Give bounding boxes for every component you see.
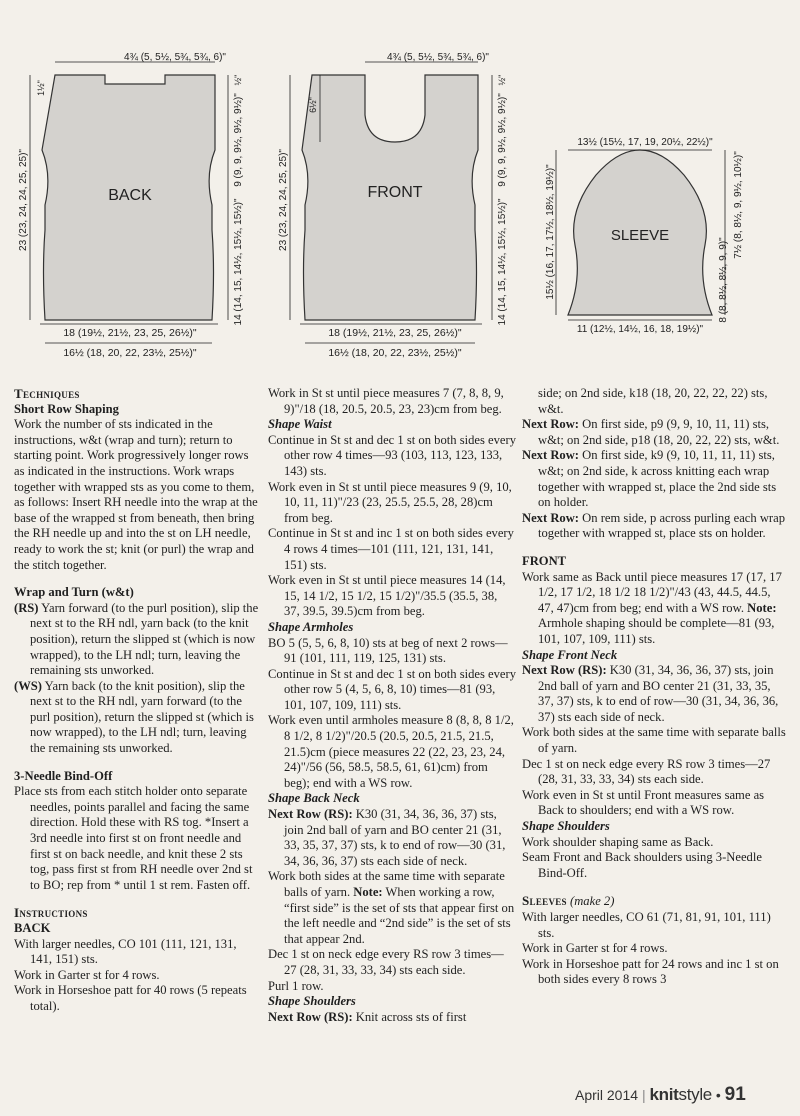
wrap-turn-heading: Wrap and Turn (w&t) [14, 585, 134, 600]
purl-row: Purl 1 row. [268, 978, 324, 993]
front-both-sides: Work both sides at the same time with separate balls of yarn. [522, 725, 786, 756]
armhole-even: Work even until armholes measure 8 (8, 8, 8 1/2, 8 1/2, 8 1/2)"/20.5 (20.5, 20.5, 21.5, 21.5, 21.5)cm (piece measures 22 (22, 23, 23, 24, 24)"/56 (56, 58.5, 58.5, 61, 61)cm) from beg); end with a WS row. [268, 713, 514, 790]
shape-back-neck-heading: Shape Back Neck [268, 791, 360, 806]
back-armhole-depth: 9 (9, 9, 9½, 9½, 9½)" [233, 93, 244, 187]
sleeve-label: SLEEVE [610, 227, 670, 244]
shape-waist-heading: Shape Waist [268, 417, 332, 432]
sleeve-cast-on: With larger needles, CO 61 (71, 81, 91, 101, 111) sts. [522, 910, 771, 940]
back-horseshoe: Work in Horseshoe patt for 40 rows (5 repeats total). [14, 983, 247, 1013]
back-label: BACK [108, 187, 152, 204]
front-heading: FRONT [522, 553, 567, 568]
shoulder-cont: side; on 2nd side, k18 (18, 20, 22, 22, 22) sts, w&t. [538, 386, 768, 416]
back-heading: BACK [14, 921, 51, 935]
back-waist-width: 16½ (18, 20, 22, 23½, 25½)" [63, 347, 197, 359]
front-shoulders-heading: Shape Shoulders [522, 819, 610, 834]
techniques-heading: Techniques [14, 386, 80, 401]
next-row-2-text: On first side, k9 (9, 10, 11, 11, 11) sts, w&t; on 2nd side, k across knitting each wrap together with wrapped st, place the 2nd side sts on holder. [538, 448, 777, 510]
wrap-turn-rs-label: (RS) [14, 600, 39, 615]
shoulders-row-label: Next Row (RS): [268, 1009, 353, 1024]
front-same-as-back [522, 570, 788, 648]
footer-bullet: • [715, 1087, 721, 1103]
sleeve-upper-width: 13½ (15½, 17, 19, 20½, 22½)" [577, 137, 713, 148]
waist-even: Work even in St st until piece measures 9 (9, 10, 10, 11, 11)"/23 (23, 25.5, 25.5, 28, 28)cm from beg. [268, 479, 512, 525]
page-number: 91 [724, 1084, 746, 1105]
front-note-rest: Armhole shaping should be complete—81 (93, 101, 107, 109, 111) sts. [538, 616, 775, 646]
shoulders-row [268, 1010, 516, 1026]
next-row-1-label: Next Row: [522, 417, 580, 432]
waist-dec: Continue in St st and dec 1 st on both sides every other row 4 times—93 (103, 113, 123, 133, 143) sts. [268, 432, 517, 478]
column-middle [268, 386, 516, 1025]
back-garter: Work in Garter st for 4 rows. [14, 967, 160, 982]
sleeve-garter: Work in Garter st for 4 rows. [522, 941, 668, 956]
front-armhole-depth: 9 (9, 9, 9½, 9½, 9½)" [497, 93, 508, 187]
wrap-turn-ws [14, 679, 260, 757]
back-total-length: 23 (23, 24, 24, 25, 25)" [18, 149, 29, 251]
column-left [14, 386, 260, 1015]
back-schematic [18, 52, 244, 359]
stst-length: Work in St st until piece measures 7 (7, 8, 8, 9, 9)"/18 (18, 20.5, 20.5, 23, 23)cm from beg. [268, 386, 504, 416]
sleeve-schematic [545, 137, 744, 335]
brand-logo [649, 1085, 712, 1104]
back-neck-row-label: Next Row (RS): [268, 807, 353, 822]
front-even: Work even in St st until Front measures same as Back to shoulders; end with a WS row. [522, 787, 765, 818]
sleeves-make: (make 2) [570, 894, 615, 909]
next-row-2 [522, 448, 788, 510]
back-side-length: 14 (14, 15, 14½, 15½, 15½)" [233, 198, 244, 326]
sleeve-cuff-length: 8 (8, 8½, 8½, 9, 9)" [718, 237, 729, 323]
next-row-1 [522, 417, 788, 448]
front-chest-width: 18 (19½, 21½, 23, 25, 26½)" [328, 327, 462, 339]
front-neck-depth: 6½" [308, 97, 318, 113]
seam-shoulders: Seam Front and Back shoulders using 3-Needle Bind-Off. [522, 850, 762, 880]
both-sides-text: Work both sides at the same time with separate balls of yarn. [268, 869, 505, 899]
issue-date: April 2014 [575, 1087, 639, 1103]
front-neck-row [522, 663, 788, 725]
short-row-text: Work the number of sts indicated in the instructions, w&t (wrap and turn); return to starting point. Work progressively longer rows as indicated in the instructions. Work wraps together with wrapped sts as you come to them, as follows: Insert RH needle into the wrap at the base of the wrapped st from beneath, then bring the RH needle up and into the st on LH needle, ready to work the st; knit (or purl) the wrap and the stitch together. [14, 417, 258, 572]
front-total-length: 23 (23, 24, 24, 25, 25)" [278, 149, 289, 251]
armhole-dec: Continue in St st and dec 1 st on both sides every other row 5 (4, 5, 6, 8, 10) times—81 (93, 101, 107, 109, 111) sts. [268, 666, 517, 712]
wrap-turn-rs-text: Yarn forward (to the purl position), slip the next st to the RH ndl, yarn back (to the knit position), return the slipped st (which is now wrapped), to the LH ndl; turn, leaving the remaining sts unworked. [30, 600, 259, 678]
front-neck-row-text: K30 (31, 34, 36, 36, 37) sts, join 2nd ball of yarn and BO center 21 (31, 33, 35, 37, 37) sts, k to end of row—30 (31, 34, 36, 36, 37) sts each side of neck. [538, 663, 779, 724]
brand-knit: knit [649, 1085, 679, 1104]
shape-shoulders-heading: Shape Shoulders [268, 994, 356, 1009]
waist-inc: Continue in St st and inc 1 st on both sides every 4 rows 4 times—101 (111, 121, 131, 141, 151) sts. [268, 526, 514, 572]
next-row-3-text: On rem side, p across purling each wrap together with wrapped st, place sts on holder. [538, 510, 785, 541]
front-schematic [278, 52, 508, 359]
sleeve-horseshoe: Work in Horseshoe patt for 24 rows and inc 1 st on both sides every 8 rows 3 [522, 956, 779, 987]
wrap-turn-ws-text: Yarn back (to the knit position), slip the next st to the RH ndl, yarn forward (to the purl position), return the slipped st (which is now wrapped), to the LH ndl; turn, leaving the remaining sts unworked. [30, 678, 254, 756]
bind-off-text: Place sts from each stitch holder onto separate needles, points parallel and facing the same direction. Hold these with RS tog. *Insert a 3rd needle into first st on front needle and first st on back needle, and knit these 2 sts tog, pass first st from RH needle over 2nd st to BO; rep from * until 1 st rem. Fasten off. [14, 784, 253, 892]
front-side-length: 14 (14, 15, 14½, 15½, 15½)" [497, 198, 508, 326]
front-note: Note: [747, 600, 777, 615]
shoulders-row-text: Knit across sts of first [352, 1009, 467, 1024]
back-chest-width: 18 (19½, 21½, 23, 25, 26½)" [63, 327, 197, 339]
next-row-3-label: Next Row: [522, 510, 580, 525]
next-row-2-label: Next Row: [522, 448, 580, 463]
shape-armholes-heading: Shape Armholes [268, 619, 354, 634]
wrap-turn-rs [14, 601, 260, 679]
both-sides-rest: When working a row, “first side” is the set of sts that appear first on the left needle and “2nd side” is the set of sts that appear 2nd. [284, 885, 515, 946]
both-sides-note: Note: [353, 885, 383, 899]
sleeves-heading-line [522, 893, 788, 910]
sleeve-cap-depth: 7½ (8, 8½, 9, 9½, 10½)" [733, 151, 744, 259]
page-footer: April 2014 | knitstyle • 91 [575, 1084, 746, 1105]
short-row-heading: Short Row Shaping [14, 401, 119, 416]
column-right [522, 386, 788, 988]
next-row-1-text: On first side, p9 (9, 9, 10, 11, 11) sts, w&t; on 2nd side, p18 (18, 20, 22, 22) sts, w&t. [538, 417, 780, 447]
back-neck-row [268, 807, 516, 869]
wrap-turn-ws-label: (WS) [14, 678, 42, 693]
front-neck-row-label: Next Row (RS): [522, 663, 607, 678]
waist-even-2: Work even in St st until piece measures 14 (14, 15, 14 1/2, 15 1/2, 15 1/2)"/35.5 (35.5, 38, 37, 39.5, 39.5)cm from beg. [268, 573, 506, 619]
front-neck-width: 4¾ (5, 5½, 5¾, 5¾, 6)" [387, 52, 489, 63]
back-neck-width: 4¾ (5, 5½, 5¾, 5¾, 6)" [124, 52, 226, 63]
front-label: FRONT [367, 184, 423, 201]
back-neck-row-text: K30 (31, 34, 36, 36, 37) sts, join 2nd ball of yarn and BO center 21 (31, 33, 35, 37, 37) sts, k to end of row—30 (31, 34, 36, 36, 37) sts each side of neck. [284, 807, 506, 868]
sleeves-heading: Sleeves [522, 893, 567, 909]
shape-front-neck-heading: Shape Front Neck [522, 647, 618, 662]
armhole-bo: BO 5 (5, 5, 6, 8, 10) sts at beg of next 2 rows—91 (101, 111, 119, 125, 131) sts. [268, 635, 508, 666]
bind-off-heading: 3-Needle Bind-Off [14, 768, 113, 783]
front-neck-dec: Dec 1 st on neck edge every RS row 3 times—27 (28, 31, 33, 33, 34) sts each side. [522, 756, 771, 787]
instructions-heading: Instructions [14, 905, 88, 921]
front-same-text: Work same as Back until piece measures 17 (17, 17 1/2, 17 1/2, 18 1/2 18 1/2)"/43 (43, 44.5, 44.5, 47, 47)cm from beg; end with a WS row. [522, 569, 782, 615]
sleeve-lower-width: 11 (12½, 14½, 16, 18, 19½)" [576, 324, 704, 335]
back-cast-on: With larger needles, CO 101 (111, 121, 131, 141, 151) sts. [14, 936, 237, 967]
front-shoulder-same: Work shoulder shaping same as Back. [522, 834, 714, 849]
brand-style: style [678, 1085, 712, 1104]
schematic-diagrams [0, 0, 800, 380]
neck-edge-dec: Dec 1 st on neck edge every RS row 3 times—27 (28, 31, 33, 33, 34) sts each side. [268, 947, 504, 977]
front-shoulder-drop: ½" [497, 74, 507, 86]
front-waist-width: 16½ (18, 20, 22, 23½, 25½)" [328, 347, 462, 359]
back-shoulder-drop: ½" [233, 74, 243, 86]
next-row-3 [522, 511, 788, 542]
back-neck-depth: 1½" [36, 80, 46, 96]
sleeve-cap-height: 15½ (16, 17, 17½, 18½, 19½)" [545, 164, 556, 300]
back-neck-both-sides [268, 869, 516, 947]
